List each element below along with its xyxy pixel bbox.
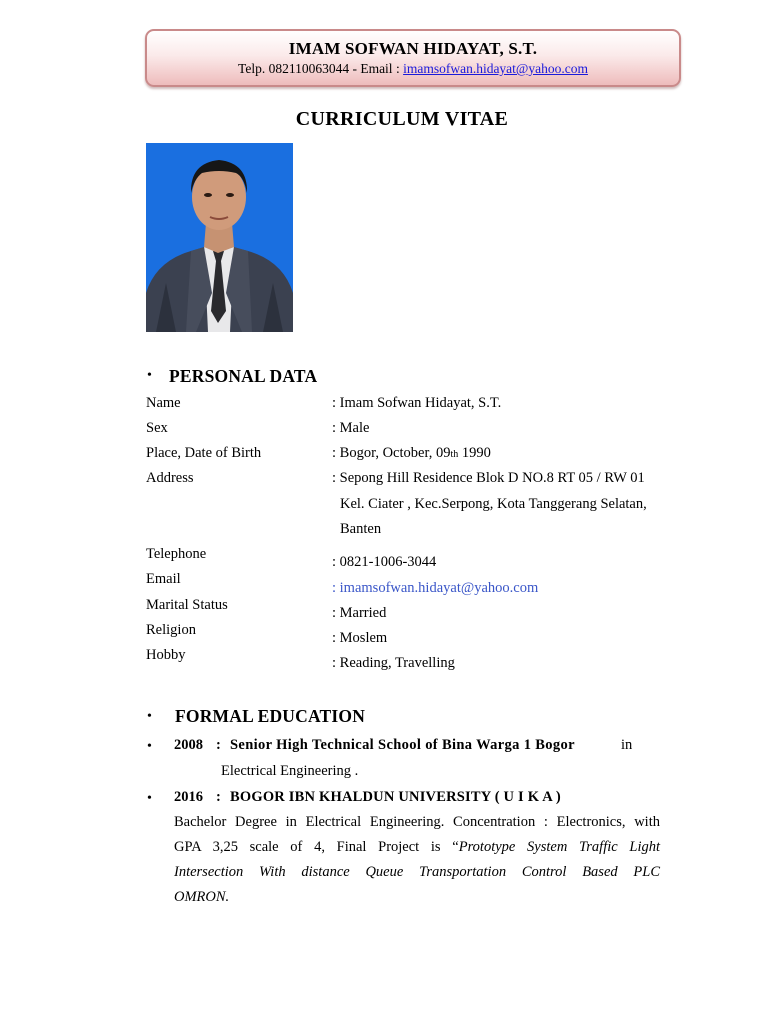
header-phone: Telp. 082110063044 - Email :	[238, 61, 404, 76]
formal-education-heading: FORMAL EDUCATION	[175, 706, 366, 726]
edu-sep-2008: :	[216, 737, 221, 753]
bullet-icon: •	[147, 709, 152, 724]
value-sex: : Male	[332, 420, 370, 436]
value-birth-suffix: th	[450, 449, 459, 460]
bullet-icon: •	[147, 368, 152, 383]
edu-desc-line4: OMRON.	[174, 889, 230, 905]
edu-desc-project: Prototype System Traffic Light	[458, 839, 660, 855]
label-name: Name	[146, 395, 181, 411]
label-hobby: Hobby	[146, 647, 186, 663]
label-religion: Religion	[146, 622, 196, 638]
bullet-icon: •	[147, 739, 152, 754]
header-email-link[interactable]: imamsofwan.hidayat@yahoo.com	[403, 61, 588, 76]
value-name: : Imam Sofwan Hidayat, S.T.	[332, 395, 502, 411]
edu-year-2008: 2008	[174, 737, 203, 753]
value-birth-date: : Bogor, October, 09	[332, 445, 451, 461]
label-marital: Marital Status	[146, 597, 228, 613]
edu-suffix-2008: in	[621, 737, 633, 753]
label-birth: Place, Date of Birth	[146, 445, 262, 461]
edu-year-2016: 2016	[174, 789, 203, 805]
edu-school-2016: BOGOR IBN KHALDUN UNIVERSITY ( U I K A )	[230, 789, 561, 805]
edu-desc-line2	[174, 839, 660, 856]
edu-desc-gpa: GPA 3,25 scale of 4, Final Project is “	[174, 839, 459, 855]
email-link[interactable]: imamsofwan.hidayat@yahoo.com	[339, 580, 539, 596]
edu-sep-2016: :	[216, 789, 221, 805]
value-birth	[332, 445, 491, 462]
value-birth-year: 1990	[458, 445, 491, 461]
value-telephone: : 0821-1006-3044	[332, 554, 437, 570]
value-hobby: : Reading, Travelling	[332, 655, 455, 671]
edu-desc-line1: Bachelor Degree in Electrical Engineering. Concentration : Electronics, with	[174, 814, 660, 830]
personal-data-heading: PERSONAL DATA	[169, 366, 318, 386]
edu-school-2008: Senior High Technical School of Bina Warga 1 Bogor	[230, 737, 575, 753]
portrait-image	[146, 143, 293, 332]
value-email-colon: :	[332, 580, 340, 596]
header-box	[145, 29, 681, 87]
value-email	[332, 580, 538, 597]
value-address-line1: : Sepong Hill Residence Blok D NO.8 RT 05 / RW 01	[332, 470, 645, 486]
value-address-line3: Banten	[340, 521, 382, 537]
value-marital: : Married	[332, 605, 387, 621]
label-telephone: Telephone	[146, 546, 207, 562]
header-name: IMAM SOFWAN HIDAYAT, S.T.	[288, 39, 538, 58]
page-title: CURRICULUM VITAE	[295, 108, 509, 130]
label-sex: Sex	[146, 420, 168, 436]
value-religion: : Moslem	[332, 630, 388, 646]
bullet-icon: •	[147, 791, 152, 806]
value-address-line2: Kel. Ciater , Kec.Serpong, Kota Tanggerang Selatan,	[340, 496, 647, 512]
edu-desc-line3: Intersection With distance Queue Transportation Control Based PLC	[174, 864, 660, 880]
profile-photo	[146, 143, 293, 332]
label-address: Address	[146, 470, 194, 486]
header-contact	[147, 61, 679, 77]
edu-field-2008: Electrical Engineering .	[221, 763, 359, 779]
label-email: Email	[146, 571, 181, 587]
